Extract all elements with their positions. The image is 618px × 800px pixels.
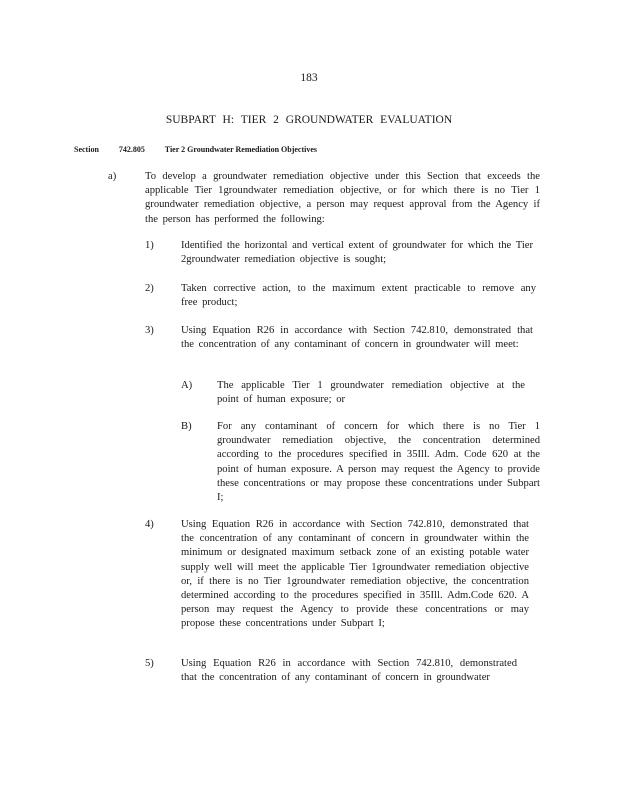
item-3-text: Using Equation R26 in accordance with Section 742.810, demonstrated that the concentration of any contaminant of concern in groundwater will meet:	[181, 325, 533, 351]
item-4-text: Using Equation R26 in accordance with Section 742.810, demonstrated that the concentration of any contaminant of concern in groundwater within the minimum or designated maximum setback zone of an existing potable water supply well will meet the applicable Tier 1groundwater remediation objective or, if there is no Tier 1groundwater remediation objective, the concentration determined according to the procedures specified in 35Ill. Adm.Code 620. A person may request the Agency to provide these concentrations or may propose these concentrations under Subpart I;	[181, 519, 529, 630]
item-5-text: Using Equation R26 in accordance with Section 742.810, demonstrated that the concentration of any contaminant of concern in groundwater	[181, 658, 517, 684]
section-heading	[74, 145, 554, 154]
item-A-marker: A)	[181, 380, 193, 391]
item-1-marker: 1)	[145, 240, 154, 251]
item-2-marker: 2)	[145, 283, 154, 294]
section-label: Section	[74, 145, 99, 154]
item-B-text: For any contaminant of concern for which there is no Tier 1 groundwater remediation objective, the concentration determined according to the procedures specified in 35Ill. Adm. Code 620 at the point of human exposure. A person may request the Agency to provide these concentrations or may propose these concentrations under Subpart I;	[217, 421, 540, 504]
subpart-title: SUBPART H: TIER 2 GROUNDWATER EVALUATION	[165, 114, 453, 126]
section-number: 742.805	[118, 145, 145, 154]
item-a-text: To develop a groundwater remediation objective under this Section that exceeds the applicable Tier 1groundwater remediation objective, or for which there is no Tier 1 groundwater remediation objective, a person may request approval from the Agency if the person has performed the following:	[145, 171, 540, 225]
section-title: Tier 2 Groundwater Remediation Objectives	[164, 145, 318, 154]
page-number: 183	[300, 72, 318, 84]
item-A-text: The applicable Tier 1 groundwater remediation objective at the point of human exposure; or	[217, 380, 525, 406]
item-3-marker: 3)	[145, 325, 154, 336]
item-B-marker: B)	[181, 421, 192, 432]
item-2-text: Taken corrective action, to the maximum extent practicable to remove any free product;	[181, 283, 536, 309]
item-4-marker: 4)	[145, 519, 154, 530]
item-1-text: Identified the horizontal and vertical extent of groundwater for which the Tier 2groundwater remediation objective is sought;	[181, 240, 533, 266]
item-a-marker: a)	[108, 171, 117, 182]
item-5-marker: 5)	[145, 658, 154, 669]
